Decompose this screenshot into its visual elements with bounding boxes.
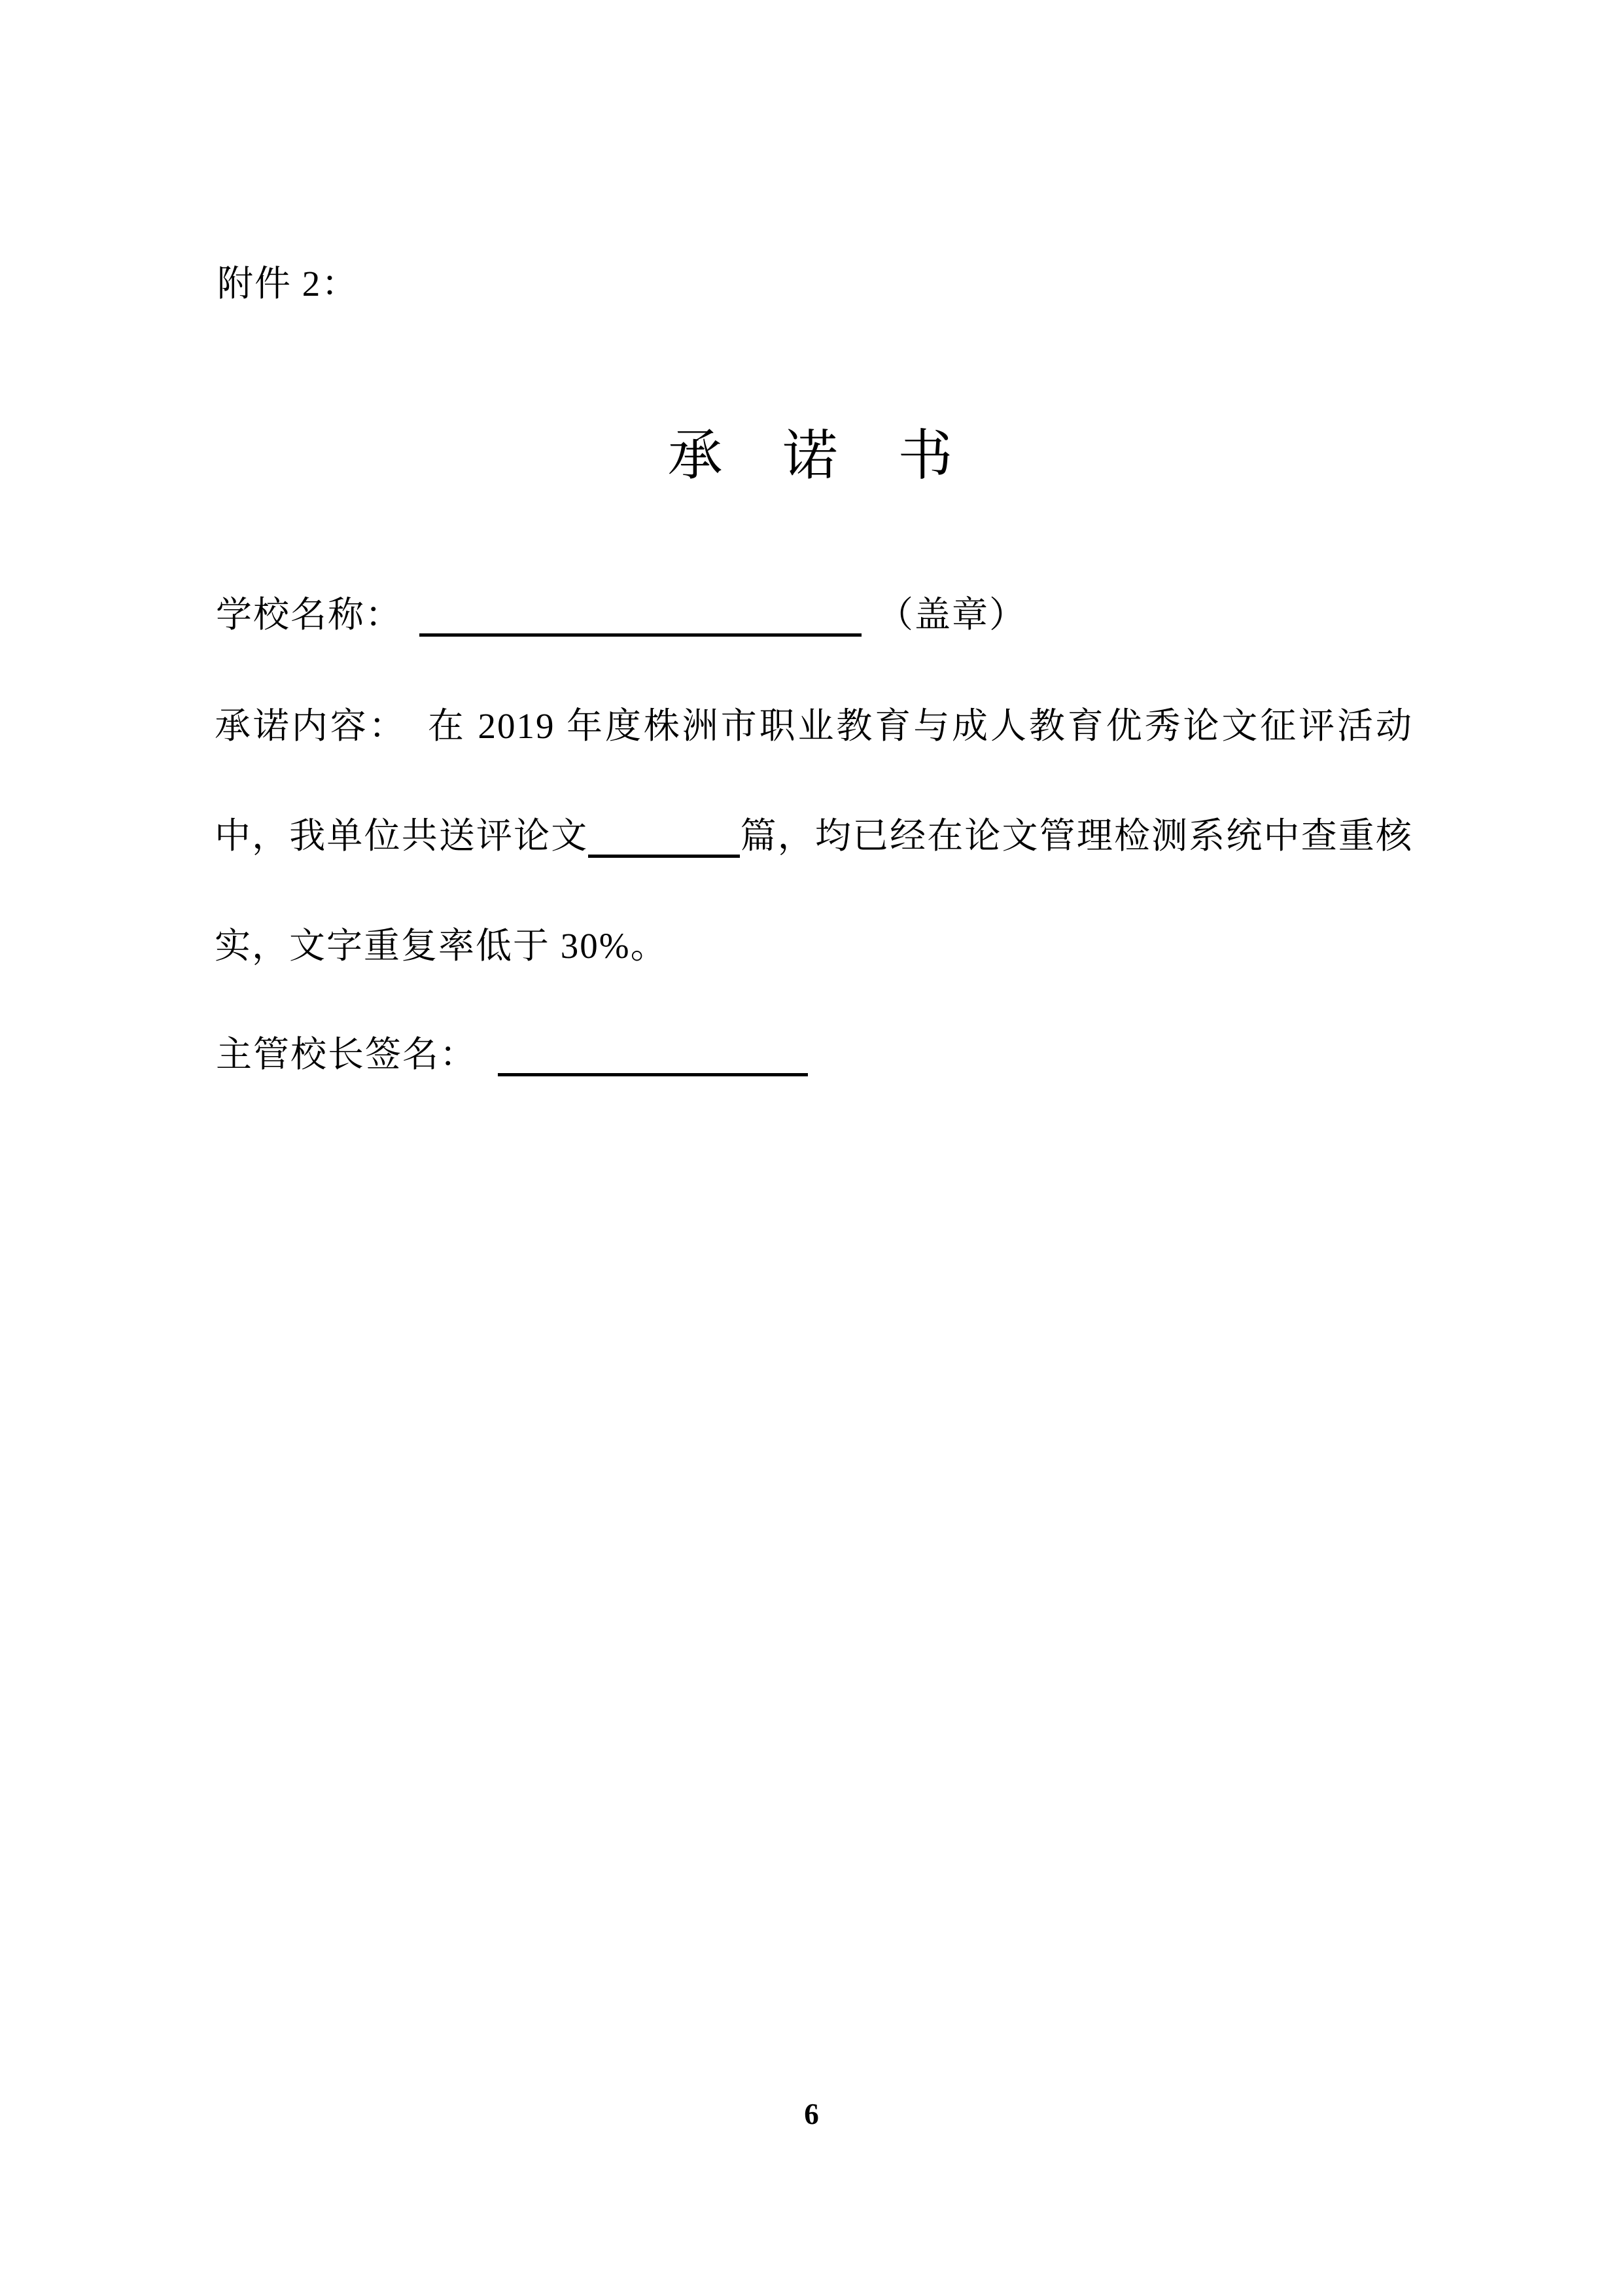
school-name-blank <box>419 600 862 637</box>
commitment-paragraph-line2 <box>215 815 1413 858</box>
principal-signature-label: 主管校长签名： <box>216 1034 478 1074</box>
commitment-paragraph-line3: 实，文字重复率低于 30%。 <box>215 926 668 966</box>
commitment-paragraph-line1: 承诺内容： 在 2019 年度株洲市职业教育与成人教育优秀论文征评活动 <box>215 706 1413 746</box>
principal-signature-line <box>216 1034 808 1076</box>
attachment-label: 附件 2： <box>217 264 359 304</box>
paper-count-suffix: 篇，均已经在论文管理检测系统中查重核 <box>740 816 1413 856</box>
page-number: 6 <box>804 2098 819 2130</box>
school-name-label: 学校名称： <box>216 595 403 635</box>
seal-suffix-label: （盖章） <box>877 595 1027 635</box>
paper-count-prefix: 中，我单位共送评论文 <box>215 816 589 856</box>
principal-signature-blank <box>498 1040 808 1076</box>
school-name-line <box>216 594 1026 637</box>
paper-count-blank <box>588 821 740 858</box>
document-title: 承 诺 书 <box>667 426 956 487</box>
